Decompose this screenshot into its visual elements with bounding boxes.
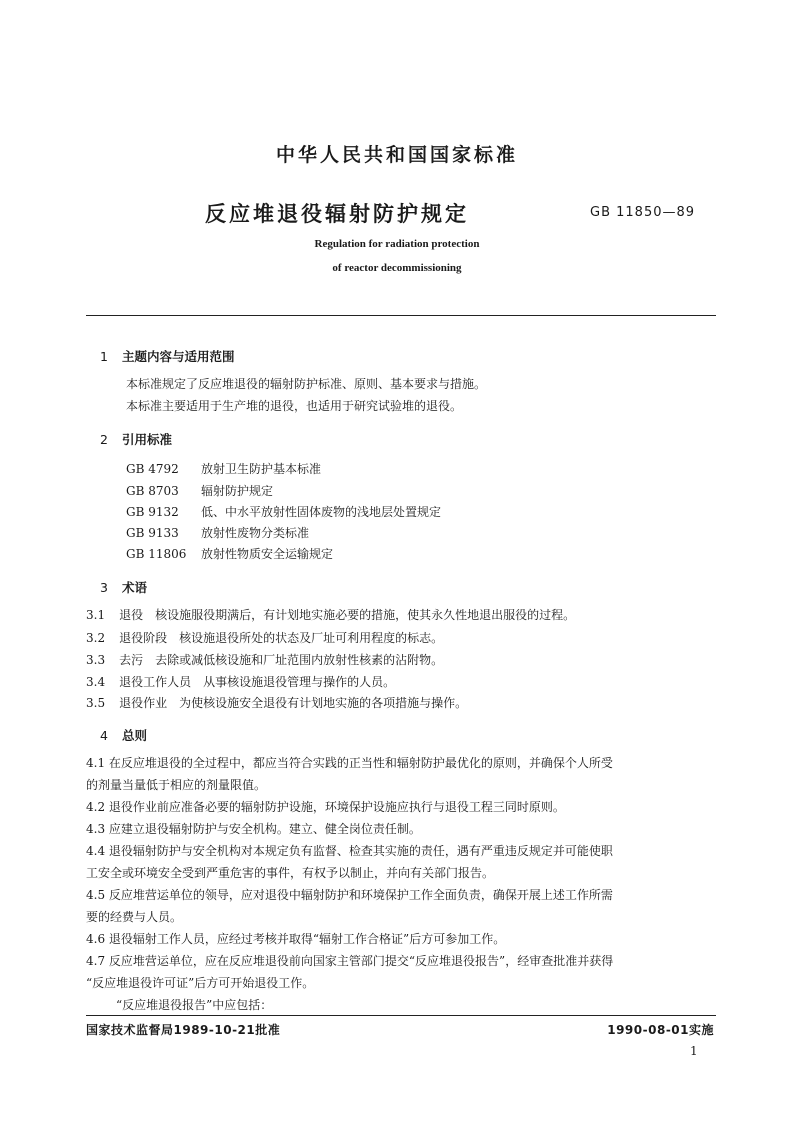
term-definition: 从事核设施退役管理与操作的人员。 xyxy=(203,675,396,689)
clause-number: 4.4 xyxy=(86,844,106,858)
english-title-line-1: Regulation for radiation protection xyxy=(314,238,480,250)
section-4-heading xyxy=(100,726,147,744)
reference-name: 低、中水平放射性固体废物的浅地层处置规定 xyxy=(201,505,442,519)
term-definition: 为使核设施安全退役有计划地实施的各项措施与操作。 xyxy=(179,696,468,710)
reference-name: 辐射防护规定 xyxy=(201,484,274,498)
clause-line xyxy=(86,754,613,771)
reference-item xyxy=(126,460,321,477)
clause-text: 在反应堆退役的全过程中，都应当符合实践的正当性和辐射防护最优化的原则，并确保个人所受 xyxy=(108,756,613,770)
clause-text: 退役辐射防护与安全机构对本规定负有监督、检查其实施的责任，遇有严重违反规定并可能使职 xyxy=(108,844,613,858)
term-definition: 核设施服役期满后，有计划地实施必要的措施，使其永久性地退出服役的过程。 xyxy=(155,608,576,622)
section-title: 引用标准 xyxy=(122,432,173,447)
term: 退役工作人员 xyxy=(119,675,192,689)
reference-item xyxy=(126,524,309,541)
term-definition: 核设施退役所处的状态及厂址可利用程度的标志。 xyxy=(179,631,444,645)
section-title: 术语 xyxy=(122,580,148,595)
approval-date: 国家技术监督局1989-10-21批准 xyxy=(86,1023,281,1037)
term: 退役阶段 xyxy=(119,631,168,645)
english-title-line-2: of reactor decommissioning xyxy=(332,262,462,274)
term-definition: 去除或减低核设施和厂址范围内放射性核素的沾附物。 xyxy=(155,653,444,667)
reference-item xyxy=(126,545,333,562)
reference-code: GB 9132 xyxy=(126,505,179,519)
reference-code: GB 8703 xyxy=(126,484,179,498)
section-number: 3 xyxy=(100,580,108,595)
clause-number: 3.2 xyxy=(86,631,106,645)
clause-line xyxy=(86,842,613,859)
reference-code: GB 4792 xyxy=(126,462,179,476)
clause-text: 应建立退役辐射防护与安全机构。建立、健全岗位责任制。 xyxy=(108,822,421,836)
definition-item xyxy=(86,629,443,646)
clause-line: 工安全或环境安全受到严重危害的事件，有权予以制止，并向有关部门报告。 xyxy=(86,866,495,880)
clause-line: “反应堆退役许可证”后方可开始退役工作。 xyxy=(86,976,315,990)
clause-number: 3.1 xyxy=(86,608,106,622)
reference-name: 放射卫生防护基本标准 xyxy=(201,462,322,476)
term: 退役 xyxy=(119,608,144,622)
clause-text: 退役辐射工作人员，应经过考核并取得“辐射工作合格证”后方可参加工作。 xyxy=(108,932,506,946)
clause-line: “反应堆退役报告”中应包括： xyxy=(116,998,273,1012)
issuing-authority: 中华人民共和国国家标准 xyxy=(275,144,518,166)
clause-number: 4.5 xyxy=(86,888,106,902)
clause-line xyxy=(86,798,565,815)
reference-name: 放射性物质安全运输规定 xyxy=(201,547,334,561)
definition-item xyxy=(86,651,443,668)
section-number: 2 xyxy=(100,432,108,447)
page-number: 1 xyxy=(690,1044,698,1058)
header-divider xyxy=(86,315,716,316)
definition-item xyxy=(86,673,395,690)
definition-item xyxy=(86,606,575,623)
section-title: 总则 xyxy=(122,728,148,743)
section-number: 4 xyxy=(100,728,108,743)
clause-line xyxy=(86,820,421,837)
clause-text: 退役作业前应准备必要的辐射防护设施，环境保护设施应执行与退役工程三同时原则。 xyxy=(108,800,565,814)
section-1-heading xyxy=(100,347,235,365)
clause-line: 要的经费与人员。 xyxy=(86,910,183,924)
reference-name: 放射性废物分类标准 xyxy=(201,526,310,540)
clause-number: 4.6 xyxy=(86,932,106,946)
clause-text: 反应堆营运单位，应在反应堆退役前向国家主管部门提交“反应堆退役报告”，经审查批准并获得 xyxy=(108,954,614,968)
paragraph: 本标准规定了反应堆退役的辐射防护标准、原则、基本要求与措施。 xyxy=(126,377,487,391)
clause-number: 4.1 xyxy=(86,756,106,770)
reference-item xyxy=(126,503,441,520)
clause-line xyxy=(86,886,613,903)
reference-code: GB 9133 xyxy=(126,526,179,540)
clause-number: 4.3 xyxy=(86,822,106,836)
definition-item xyxy=(86,694,467,711)
term: 退役作业 xyxy=(119,696,168,710)
section-title: 主题内容与适用范围 xyxy=(122,349,235,364)
clause-number: 3.3 xyxy=(86,653,106,667)
standard-number: GB 11850—89 xyxy=(590,205,696,220)
footer-divider xyxy=(86,1015,716,1016)
clause-line xyxy=(86,952,613,969)
paragraph: 本标准主要适用于生产堆的退役，也适用于研究试验堆的退役。 xyxy=(126,399,463,413)
section-2-heading xyxy=(100,430,172,448)
document-title: 反应堆退役辐射防护规定 xyxy=(205,202,469,226)
clause-number: 4.2 xyxy=(86,800,106,814)
term: 去污 xyxy=(119,653,144,667)
section-3-heading xyxy=(100,578,147,596)
clause-number: 3.4 xyxy=(86,675,106,689)
clause-line xyxy=(86,930,505,947)
section-number: 1 xyxy=(100,349,108,364)
clause-number: 3.5 xyxy=(86,696,106,710)
reference-code: GB 11806 xyxy=(126,547,187,561)
clause-line: 的剂量当量低于相应的剂量限值。 xyxy=(86,778,267,792)
implementation-date: 1990-08-01实施 xyxy=(607,1023,714,1037)
clause-text: 反应堆营运单位的领导，应对退役中辐射防护和环境保护工作全面负责，确保开展上述工作所需 xyxy=(108,888,613,902)
reference-item xyxy=(126,482,273,499)
clause-number: 4.7 xyxy=(86,954,106,968)
